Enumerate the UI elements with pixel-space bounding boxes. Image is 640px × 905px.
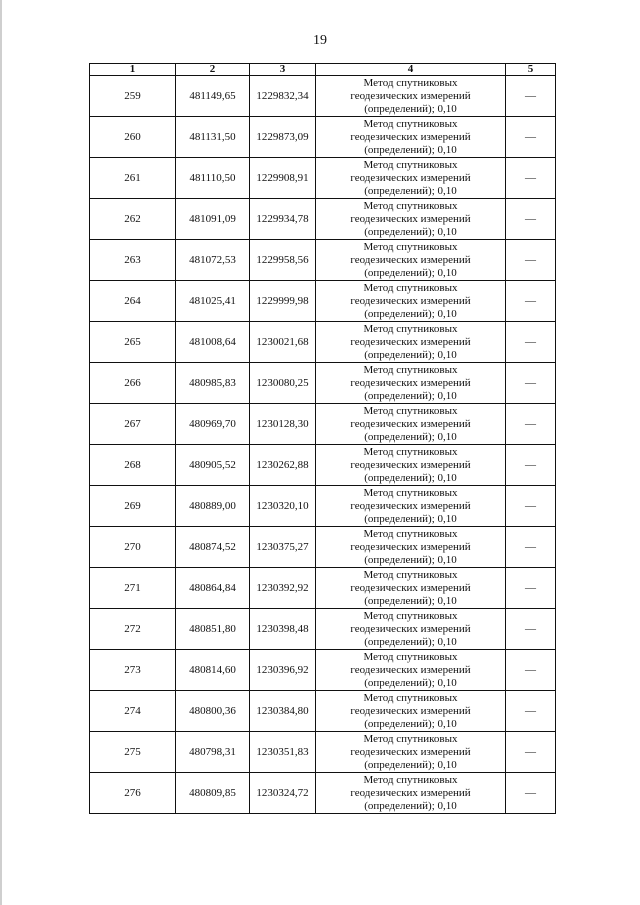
- table-row: [90, 117, 556, 158]
- column-header-4: 4: [316, 64, 506, 76]
- method-line-1: Метод спутниковых: [363, 650, 458, 663]
- y-coordinate-cell: 1229873,09: [250, 117, 316, 158]
- table-row: [90, 281, 556, 322]
- column-header-3: 3: [250, 64, 316, 76]
- method-line-1: Метод спутниковых: [363, 158, 458, 171]
- x-coordinate-cell: 481149,65: [176, 76, 250, 117]
- column-5-cell: —: [506, 281, 556, 322]
- method-line-1: Метод спутниковых: [363, 76, 458, 89]
- point-number-cell: 275: [90, 732, 176, 773]
- method-cell: [316, 322, 506, 363]
- method-line-3: (определений); 0,10: [364, 430, 457, 443]
- method-cell: [316, 404, 506, 445]
- method-line-3: (определений); 0,10: [364, 102, 457, 115]
- method-line-1: Метод спутниковых: [363, 240, 458, 253]
- point-number-cell: 270: [90, 527, 176, 568]
- x-coordinate-cell: 480809,85: [176, 773, 250, 814]
- point-number-cell: 273: [90, 650, 176, 691]
- x-coordinate-cell: 481072,53: [176, 240, 250, 281]
- method-line-2: геодезических измерений: [350, 130, 471, 143]
- method-line-3: (определений); 0,10: [364, 184, 457, 197]
- table-row: [90, 773, 556, 814]
- table-row: [90, 650, 556, 691]
- x-coordinate-cell: 480969,70: [176, 404, 250, 445]
- x-coordinate-cell: 480800,36: [176, 691, 250, 732]
- column-header-2: 2: [176, 64, 250, 76]
- point-number-cell: 271: [90, 568, 176, 609]
- point-number-cell: 266: [90, 363, 176, 404]
- point-number-cell: 259: [90, 76, 176, 117]
- method-line-2: геодезических измерений: [350, 581, 471, 594]
- method-line-1: Метод спутниковых: [363, 322, 458, 335]
- method-line-3: (определений); 0,10: [364, 389, 457, 402]
- y-coordinate-cell: 1230392,92: [250, 568, 316, 609]
- column-5-cell: —: [506, 445, 556, 486]
- method-line-1: Метод спутниковых: [363, 527, 458, 540]
- column-5-cell: —: [506, 527, 556, 568]
- method-line-2: геодезических измерений: [350, 171, 471, 184]
- column-5-cell: —: [506, 363, 556, 404]
- method-line-2: геодезических измерений: [350, 294, 471, 307]
- method-line-3: (определений); 0,10: [364, 143, 457, 156]
- method-cell: [316, 199, 506, 240]
- y-coordinate-cell: 1230396,92: [250, 650, 316, 691]
- column-5-cell: —: [506, 609, 556, 650]
- method-cell: [316, 281, 506, 322]
- table-row: [90, 527, 556, 568]
- method-cell: [316, 363, 506, 404]
- y-coordinate-cell: 1230320,10: [250, 486, 316, 527]
- table-row: [90, 199, 556, 240]
- x-coordinate-cell: 480814,60: [176, 650, 250, 691]
- method-cell: [316, 240, 506, 281]
- method-line-1: Метод спутниковых: [363, 445, 458, 458]
- x-coordinate-cell: 480985,83: [176, 363, 250, 404]
- method-line-2: геодезических измерений: [350, 499, 471, 512]
- coordinates-table: [89, 63, 556, 814]
- y-coordinate-cell: 1230080,25: [250, 363, 316, 404]
- method-line-3: (определений); 0,10: [364, 717, 457, 730]
- y-coordinate-cell: 1229908,91: [250, 158, 316, 199]
- column-5-cell: —: [506, 117, 556, 158]
- y-coordinate-cell: 1230128,30: [250, 404, 316, 445]
- method-line-3: (определений); 0,10: [364, 553, 457, 566]
- method-line-3: (определений); 0,10: [364, 471, 457, 484]
- method-cell: [316, 691, 506, 732]
- x-coordinate-cell: 480864,84: [176, 568, 250, 609]
- method-line-2: геодезических измерений: [350, 253, 471, 266]
- column-5-cell: —: [506, 691, 556, 732]
- column-5-cell: —: [506, 240, 556, 281]
- point-number-cell: 272: [90, 609, 176, 650]
- x-coordinate-cell: 481131,50: [176, 117, 250, 158]
- point-number-cell: 263: [90, 240, 176, 281]
- method-line-1: Метод спутниковых: [363, 486, 458, 499]
- method-line-3: (определений); 0,10: [364, 266, 457, 279]
- method-cell: [316, 445, 506, 486]
- table-row: [90, 568, 556, 609]
- x-coordinate-cell: 481110,50: [176, 158, 250, 199]
- y-coordinate-cell: 1230021,68: [250, 322, 316, 363]
- column-5-cell: —: [506, 322, 556, 363]
- point-number-cell: 265: [90, 322, 176, 363]
- method-line-1: Метод спутниковых: [363, 363, 458, 376]
- method-line-3: (определений); 0,10: [364, 225, 457, 238]
- column-5-cell: —: [506, 486, 556, 527]
- table-row: [90, 732, 556, 773]
- column-header-5: 5: [506, 64, 556, 76]
- point-number-cell: 264: [90, 281, 176, 322]
- x-coordinate-cell: 481025,41: [176, 281, 250, 322]
- method-line-3: (определений); 0,10: [364, 307, 457, 320]
- method-line-1: Метод спутниковых: [363, 117, 458, 130]
- method-line-2: геодезических измерений: [350, 417, 471, 430]
- y-coordinate-cell: 1229934,78: [250, 199, 316, 240]
- column-5-cell: —: [506, 404, 556, 445]
- table-row: [90, 76, 556, 117]
- method-line-3: (определений); 0,10: [364, 594, 457, 607]
- method-line-3: (определений); 0,10: [364, 676, 457, 689]
- y-coordinate-cell: 1230398,48: [250, 609, 316, 650]
- method-line-1: Метод спутниковых: [363, 773, 458, 786]
- method-line-1: Метод спутниковых: [363, 568, 458, 581]
- method-line-2: геодезических измерений: [350, 786, 471, 799]
- y-coordinate-cell: 1229958,56: [250, 240, 316, 281]
- table-row: [90, 609, 556, 650]
- point-number-cell: 260: [90, 117, 176, 158]
- x-coordinate-cell: 480905,52: [176, 445, 250, 486]
- method-line-2: геодезических измерений: [350, 212, 471, 225]
- point-number-cell: 262: [90, 199, 176, 240]
- table-row: [90, 486, 556, 527]
- x-coordinate-cell: 480889,00: [176, 486, 250, 527]
- table-row: [90, 240, 556, 281]
- column-5-cell: —: [506, 650, 556, 691]
- method-cell: [316, 76, 506, 117]
- method-line-2: геодезических измерений: [350, 376, 471, 389]
- y-coordinate-cell: 1229999,98: [250, 281, 316, 322]
- y-coordinate-cell: 1230384,80: [250, 691, 316, 732]
- method-line-2: геодезических измерений: [350, 335, 471, 348]
- table-row: [90, 322, 556, 363]
- method-line-3: (определений); 0,10: [364, 348, 457, 361]
- column-header-1: 1: [90, 64, 176, 76]
- method-cell: [316, 486, 506, 527]
- y-coordinate-cell: 1230375,27: [250, 527, 316, 568]
- method-line-1: Метод спутниковых: [363, 281, 458, 294]
- point-number-cell: 268: [90, 445, 176, 486]
- method-line-3: (определений); 0,10: [364, 635, 457, 648]
- column-5-cell: —: [506, 199, 556, 240]
- x-coordinate-cell: 480851,80: [176, 609, 250, 650]
- column-5-cell: —: [506, 732, 556, 773]
- table-row: [90, 445, 556, 486]
- column-5-cell: —: [506, 568, 556, 609]
- method-line-2: геодезических измерений: [350, 540, 471, 553]
- method-cell: [316, 527, 506, 568]
- point-number-cell: 269: [90, 486, 176, 527]
- table-body: [90, 76, 556, 814]
- method-line-2: геодезических измерений: [350, 622, 471, 635]
- method-cell: [316, 117, 506, 158]
- y-coordinate-cell: 1230324,72: [250, 773, 316, 814]
- method-cell: [316, 773, 506, 814]
- point-number-cell: 261: [90, 158, 176, 199]
- method-line-3: (определений); 0,10: [364, 512, 457, 525]
- method-line-1: Метод спутниковых: [363, 609, 458, 622]
- x-coordinate-cell: 480874,52: [176, 527, 250, 568]
- table-row: [90, 691, 556, 732]
- method-line-2: геодезических измерений: [350, 663, 471, 676]
- method-cell: [316, 158, 506, 199]
- column-5-cell: —: [506, 158, 556, 199]
- column-5-cell: —: [506, 76, 556, 117]
- y-coordinate-cell: 1230262,88: [250, 445, 316, 486]
- method-line-3: (определений); 0,10: [364, 758, 457, 771]
- method-cell: [316, 568, 506, 609]
- x-coordinate-cell: 481008,64: [176, 322, 250, 363]
- scan-edge: [0, 0, 2, 905]
- page-number: 19: [313, 33, 327, 48]
- table-row: [90, 363, 556, 404]
- table-row: [90, 404, 556, 445]
- method-line-2: геодезических измерений: [350, 89, 471, 102]
- method-line-1: Метод спутниковых: [363, 691, 458, 704]
- point-number-cell: 276: [90, 773, 176, 814]
- y-coordinate-cell: 1230351,83: [250, 732, 316, 773]
- x-coordinate-cell: 481091,09: [176, 199, 250, 240]
- method-cell: [316, 732, 506, 773]
- column-5-cell: —: [506, 773, 556, 814]
- method-line-1: Метод спутниковых: [363, 732, 458, 745]
- table-header-row: [90, 64, 556, 76]
- method-cell: [316, 609, 506, 650]
- y-coordinate-cell: 1229832,34: [250, 76, 316, 117]
- method-line-2: геодезических измерений: [350, 704, 471, 717]
- method-line-1: Метод спутниковых: [363, 199, 458, 212]
- point-number-cell: 274: [90, 691, 176, 732]
- x-coordinate-cell: 480798,31: [176, 732, 250, 773]
- method-line-2: геодезических измерений: [350, 458, 471, 471]
- method-line-3: (определений); 0,10: [364, 799, 457, 812]
- method-cell: [316, 650, 506, 691]
- point-number-cell: 267: [90, 404, 176, 445]
- table-row: [90, 158, 556, 199]
- method-line-1: Метод спутниковых: [363, 404, 458, 417]
- method-line-2: геодезических измерений: [350, 745, 471, 758]
